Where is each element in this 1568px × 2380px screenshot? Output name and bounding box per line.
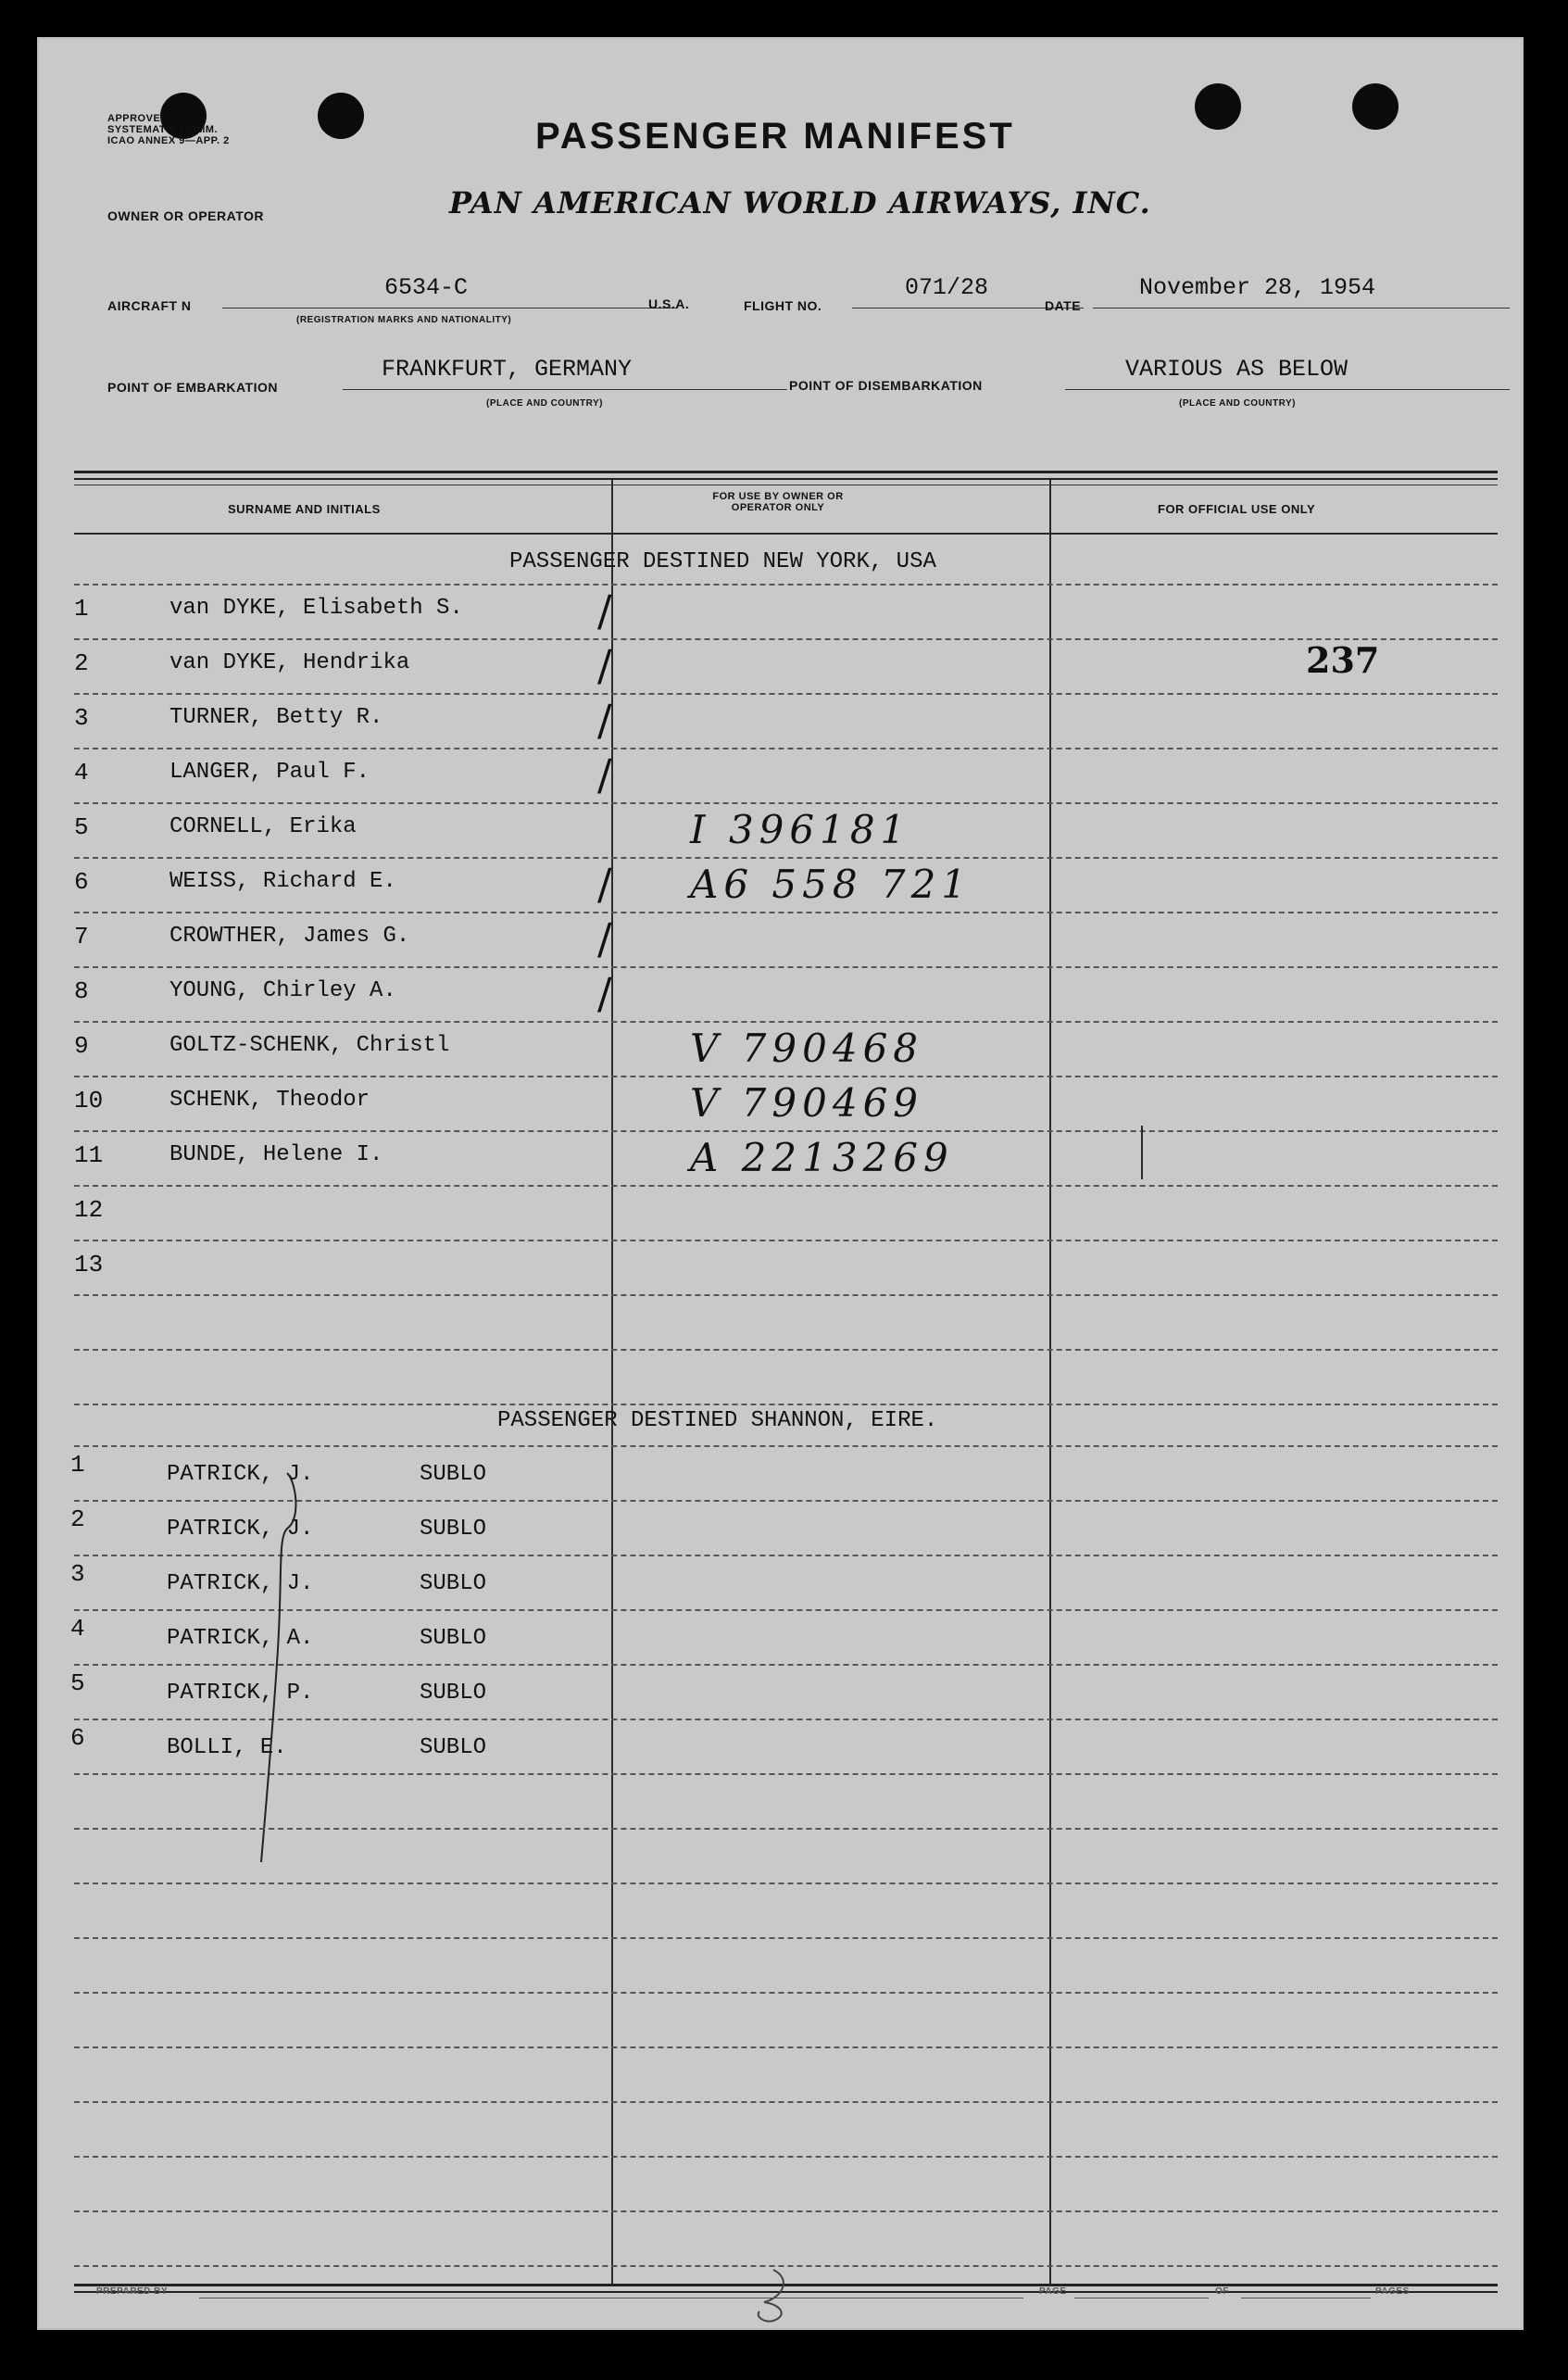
check-mark: / [597, 695, 618, 745]
date-label: DATE [1045, 298, 1082, 313]
disembarkation-value: VARIOUS AS BELOW [1125, 356, 1348, 383]
check-mark: / [597, 640, 618, 690]
row-rule [74, 1445, 1498, 1447]
passenger-name: BOLLI, E. [167, 1735, 287, 1760]
aircraft-label: AIRCRAFT N [107, 298, 192, 313]
row-rule [74, 2265, 1498, 2267]
row-rule [74, 2046, 1498, 2048]
check-mark: / [597, 968, 618, 1018]
punch-hole [318, 93, 364, 139]
row-rule [74, 1883, 1498, 1884]
row-number: 3 [70, 1560, 85, 1588]
registration-caption: (REGISTRATION MARKS AND NATIONALITY) [296, 315, 512, 325]
approval-line: APPROVED [107, 113, 169, 124]
row-rule [74, 1828, 1498, 1830]
row-number: 3 [74, 704, 89, 732]
row-rule [74, 693, 1498, 695]
row-number: 6 [74, 868, 89, 896]
passenger-note: SUBLO [420, 1517, 487, 1542]
passenger-name: CROWTHER, James G. [169, 924, 410, 949]
row-number: 4 [70, 1615, 85, 1643]
row-number: 2 [70, 1505, 85, 1533]
official-number: 237 [1306, 639, 1380, 681]
passenger-name: YOUNG, Chirley A. [169, 978, 396, 1003]
col-official-header: FOR OFFICIAL USE ONLY [1158, 502, 1316, 516]
section-heading-ny: PASSENGER DESTINED NEW YORK, USA [509, 549, 936, 574]
page-label: PAGE [1039, 2286, 1067, 2297]
manifest-sheet [37, 37, 1524, 2330]
row-rule [74, 1349, 1498, 1351]
row-rule [74, 912, 1498, 913]
column-divider [1049, 480, 1051, 2286]
punch-hole [1352, 83, 1399, 130]
row-rule [74, 1992, 1498, 1994]
date-underline [1093, 308, 1510, 309]
embarkation-label: POINT OF EMBARKATION [107, 380, 278, 395]
header-rule [74, 533, 1498, 535]
passenger-note: SUBLO [420, 1626, 487, 1651]
row-number: 5 [70, 1669, 85, 1697]
date-value: November 28, 1954 [1139, 274, 1376, 301]
row-rule [74, 638, 1498, 640]
row-number: 1 [74, 595, 89, 623]
embarkation-value: FRANKFURT, GERMANY [382, 356, 633, 383]
section-heading-shannon: PASSENGER DESTINED SHANNON, EIRE. [497, 1408, 938, 1433]
passenger-name: BUNDE, Helene I. [169, 1142, 383, 1167]
passenger-note: SUBLO [420, 1571, 487, 1596]
row-number: 6 [70, 1724, 85, 1752]
passenger-name: TURNER, Betty R. [169, 705, 383, 730]
row-number: 7 [74, 923, 89, 951]
prepared-by-label: PREPARED BY [96, 2286, 168, 2297]
check-mark: / [597, 859, 618, 909]
place-caption: (PLACE AND COUNTRY) [486, 398, 603, 409]
passenger-name: PATRICK, P. [167, 1681, 314, 1706]
usa-label: U.S.A. [648, 296, 690, 311]
table-top-rule [74, 471, 1498, 473]
col-owner-header: FOR USE BY OWNER OR OPERATOR ONLY [712, 491, 844, 513]
document-number: V 790469 [690, 1080, 924, 1126]
passenger-name: WEISS, Richard E. [169, 869, 396, 894]
passenger-name: PATRICK, J. [167, 1517, 314, 1542]
row-number: 12 [74, 1196, 104, 1224]
check-mark: / [597, 586, 618, 636]
passenger-note: SUBLO [420, 1462, 487, 1487]
official-mark [1141, 1126, 1143, 1179]
document-number: I 396181 [690, 807, 911, 852]
flight-label: FLIGHT NO. [744, 298, 822, 313]
row-rule [74, 1937, 1498, 1939]
document-number: V 790468 [690, 1026, 924, 1071]
owner-label: OWNER OR OPERATOR [107, 208, 264, 223]
passenger-note: SUBLO [420, 1681, 487, 1706]
row-rule [74, 748, 1498, 749]
passenger-name: PATRICK, J. [167, 1462, 314, 1487]
passenger-name: CORNELL, Erika [169, 814, 357, 839]
disembarkation-underline [1065, 389, 1510, 390]
passenger-note: SUBLO [420, 1735, 487, 1760]
handwritten-bracket [241, 1464, 315, 1881]
row-rule [74, 584, 1498, 586]
row-rule [74, 1130, 1498, 1132]
passenger-name: GOLTZ-SCHENK, Christl [169, 1033, 450, 1058]
row-rule [74, 1240, 1498, 1241]
row-number: 10 [74, 1087, 104, 1114]
aircraft-value: 6534-C [384, 274, 469, 301]
row-rule [74, 1021, 1498, 1023]
document-number: A 2213269 [690, 1135, 954, 1180]
passenger-name: van DYKE, Hendrika [169, 650, 410, 675]
row-rule [74, 1294, 1498, 1296]
row-rule [74, 2156, 1498, 2158]
place-caption: (PLACE AND COUNTRY) [1179, 398, 1296, 409]
punch-hole [1195, 83, 1241, 130]
row-rule [74, 802, 1498, 804]
row-rule [74, 2101, 1498, 2103]
table-top-rule [74, 478, 1498, 480]
approval-stamp [107, 113, 230, 146]
disembarkation-label: POINT OF DISEMBARKATION [789, 378, 983, 393]
row-number: 1 [70, 1451, 85, 1479]
col-surname-header: SURNAME AND INITIALS [228, 502, 381, 516]
owner-name: PAN AMERICAN WORLD AIRWAYS, INC. [449, 185, 1151, 220]
aircraft-underline [222, 308, 676, 309]
row-rule [74, 966, 1498, 968]
passenger-name: PATRICK, A. [167, 1626, 314, 1651]
passenger-name: LANGER, Paul F. [169, 760, 370, 785]
row-rule [74, 1185, 1498, 1187]
row-number: 8 [74, 977, 89, 1005]
document-number: A6 558 721 [690, 862, 972, 907]
flight-value: 071/28 [905, 274, 989, 301]
check-mark: / [597, 913, 618, 963]
embarkation-underline [343, 389, 787, 390]
passenger-name: SCHENK, Theodor [169, 1088, 370, 1113]
row-number: 13 [74, 1251, 104, 1278]
row-number: 2 [74, 649, 89, 677]
row-number: 9 [74, 1032, 89, 1060]
approval-line: SYSTEMATIC COMM. [107, 124, 219, 135]
check-mark: / [597, 749, 618, 800]
page-title: PASSENGER MANIFEST [535, 116, 1015, 157]
of-label: OF [1215, 2286, 1229, 2297]
row-number: 11 [74, 1141, 104, 1169]
row-rule [74, 2210, 1498, 2212]
row-rule [74, 1076, 1498, 1077]
pages-label: PAGES [1375, 2286, 1410, 2297]
row-rule [74, 857, 1498, 859]
row-rule [74, 1404, 1498, 1405]
approval-line: ICAO ANNEX 9—APP. 2 [107, 135, 230, 146]
row-number: 4 [74, 759, 89, 787]
passenger-name: PATRICK, J. [167, 1571, 314, 1596]
passenger-name: van DYKE, Elisabeth S. [169, 596, 463, 621]
row-number: 5 [74, 813, 89, 841]
